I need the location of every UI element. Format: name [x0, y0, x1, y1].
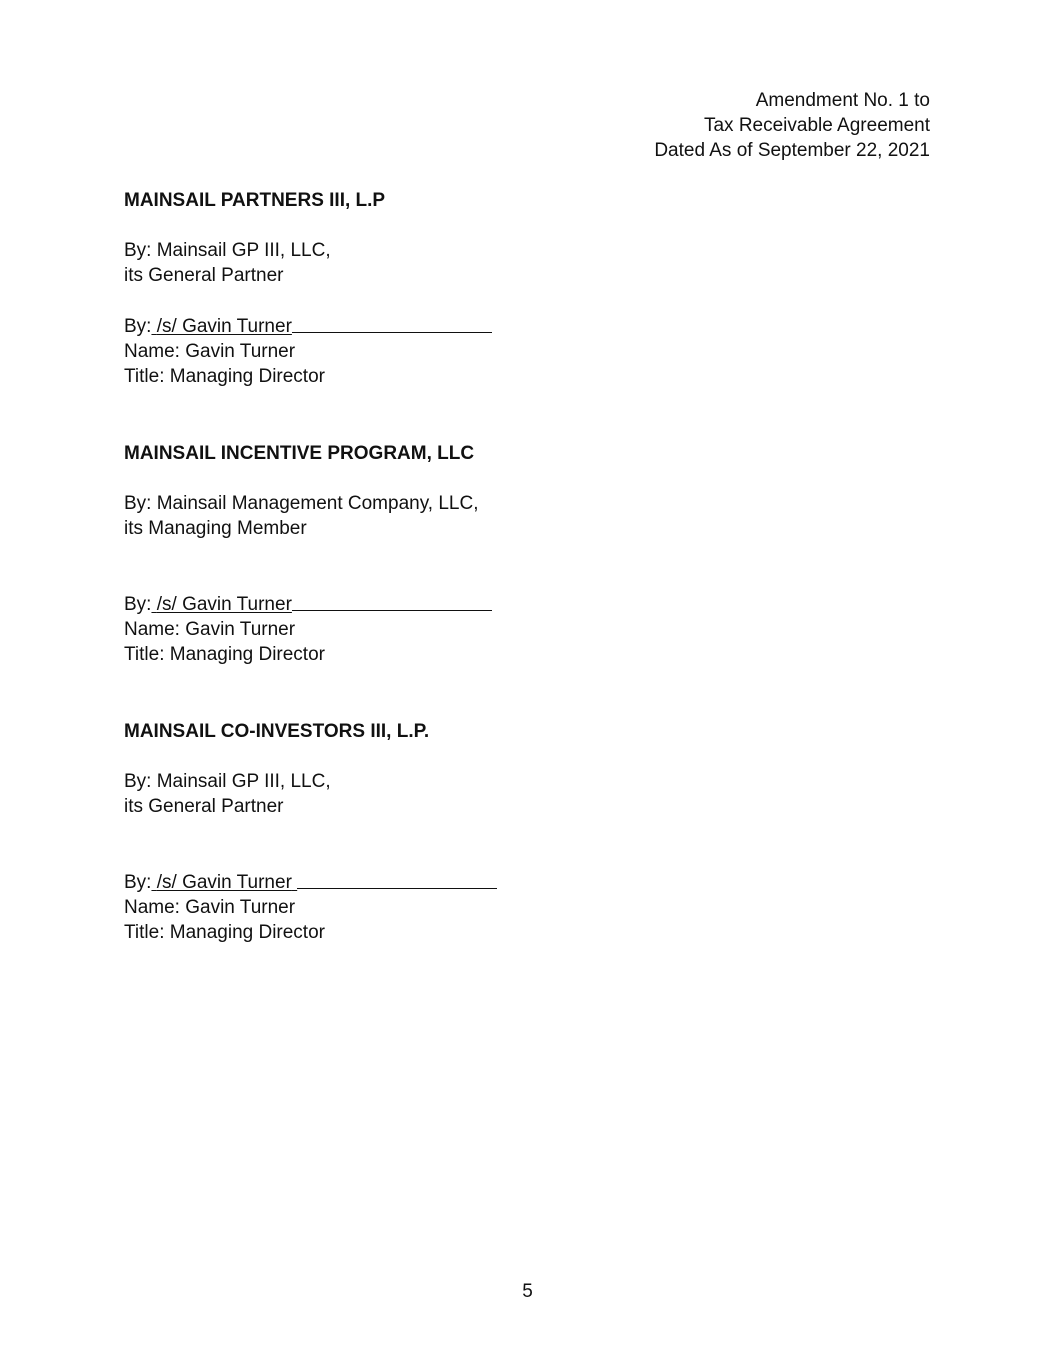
signature-line [124, 313, 724, 339]
signature-block-mainsail-co-investors [124, 719, 724, 945]
by-entity-line: By: Mainsail GP III, LLC, [124, 240, 331, 261]
header-line-agreement: Tax Receivable Agreement [703, 115, 930, 136]
signature-line [124, 591, 724, 617]
header-line-amendment: Amendment No. 1 to [755, 90, 930, 111]
role-line: its General Partner [124, 796, 284, 817]
signature-line [124, 869, 724, 895]
signer-name: Name: Gavin Turner [124, 619, 296, 640]
signer-title: Title: Managing Director [124, 366, 325, 387]
signature-prefix: By: [124, 316, 152, 337]
signature-blank [292, 592, 492, 611]
by-entity-line: By: Mainsail Management Company, LLC, [124, 493, 479, 514]
signature-blank [297, 870, 497, 889]
role-line: its General Partner [124, 265, 284, 286]
header-line-date: Dated As of September 22, 2021 [654, 140, 930, 161]
entity-name: MAINSAIL PARTNERS III, L.P [124, 190, 386, 211]
entity-name: MAINSAIL INCENTIVE PROGRAM, LLC [124, 443, 475, 464]
signer-name: Name: Gavin Turner [124, 897, 296, 918]
entity-name: MAINSAIL CO-INVESTORS III, L.P. [124, 721, 430, 742]
signature-prefix: By: [124, 872, 152, 893]
signature-text: /s/ Gavin Turner [156, 594, 292, 615]
signer-name: Name: Gavin Turner [124, 341, 296, 362]
signature-block-mainsail-partners [124, 188, 724, 389]
role-line: its Managing Member [124, 518, 307, 539]
page-number: 5 [522, 1281, 533, 1302]
document-header [654, 88, 930, 163]
signature-blank [292, 314, 492, 333]
signer-title: Title: Managing Director [124, 644, 325, 665]
signer-title: Title: Managing Director [124, 922, 325, 943]
signature-block-mainsail-incentive [124, 441, 724, 667]
signature-text: /s/ Gavin Turner [156, 872, 292, 893]
signature-text: /s/ Gavin Turner [156, 316, 292, 337]
signature-prefix: By: [124, 594, 152, 615]
by-entity-line: By: Mainsail GP III, LLC, [124, 771, 331, 792]
